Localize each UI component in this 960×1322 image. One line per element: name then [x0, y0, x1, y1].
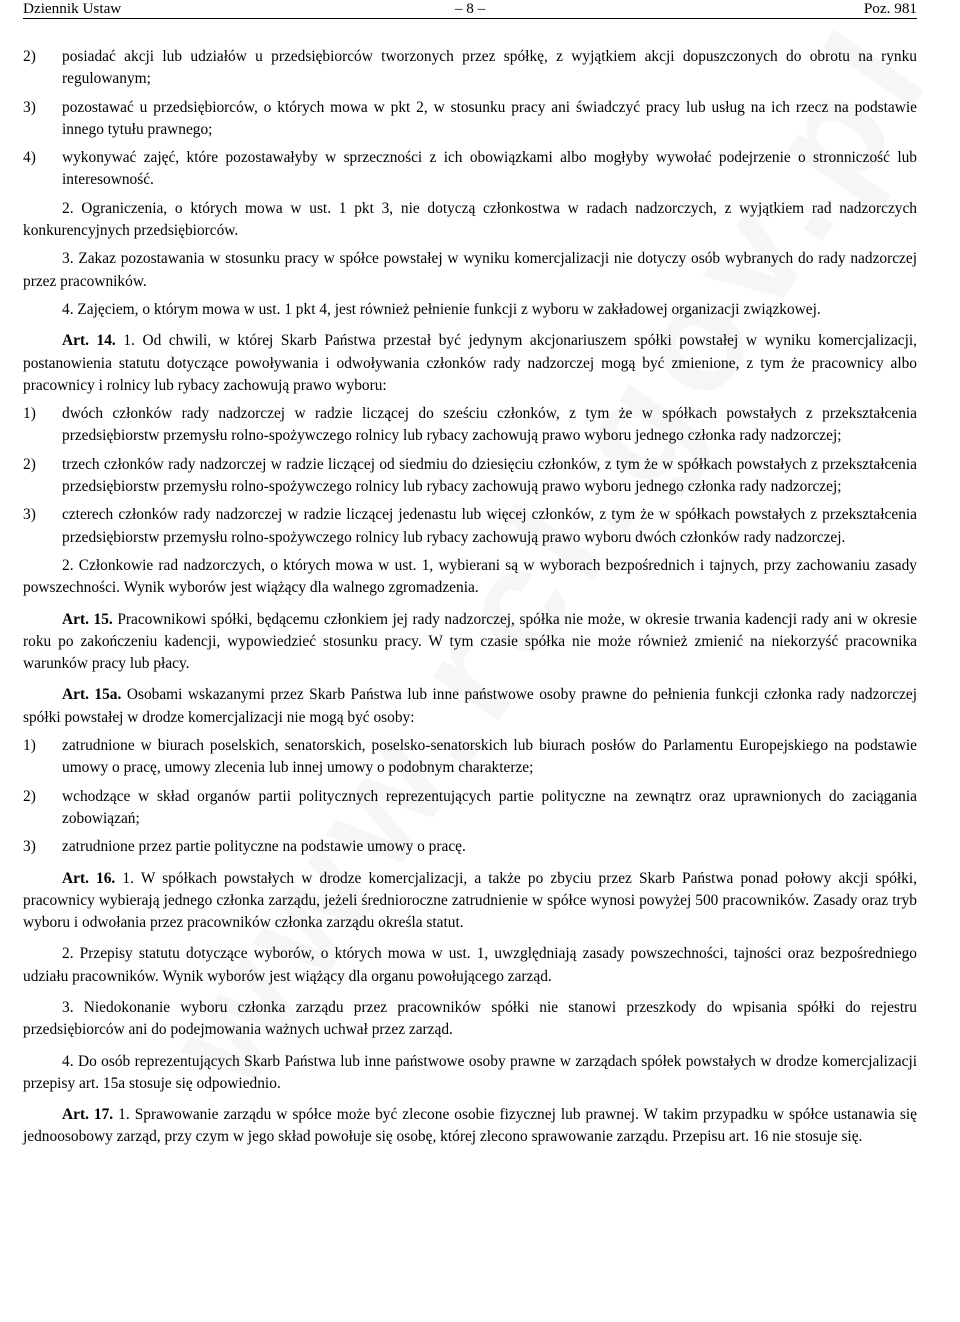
article-number: Art. 15a.: [62, 686, 122, 704]
article-text: 1. Od chwili, w której Skarb Państwa przestał być jedynym akcjonariuszem spółki powstałej w wyniku komercjalizacji, postanowienia statutu dotyczące powoływania i odwoływania członków rady nadzorczej mogą być zmienione, z tym że pracownicy albo pracownicy i rolnicy lub rybacy zachowują prawo wyboru:: [23, 332, 918, 394]
list-item-number: 3): [23, 506, 36, 524]
list-item-number: 1): [23, 737, 36, 755]
paragraph: 3. Zakaz pozostawania w stosunku pracy w spółce powstałej w wyniku komercjalizacji nie dotyczy osób wybranych do rady nadzorczej przez pracowników.: [23, 250, 917, 290]
article-paragraph: [23, 684, 917, 729]
document-body: [23, 46, 917, 1149]
list-item: [23, 147, 917, 192]
list-item-number: 4): [23, 149, 36, 167]
page-header: [23, 0, 917, 19]
list-item: [23, 46, 917, 91]
paragraph: 4. Zajęciem, o którym mowa w ust. 1 pkt 4, jest również pełnienie funkcji z wyboru w zakładowej organizacji związkowej.: [62, 300, 821, 318]
list-item-number: 2): [23, 787, 36, 805]
article-paragraph: [23, 1104, 917, 1149]
article-number: Art. 14.: [62, 332, 116, 350]
list-item: [23, 735, 917, 780]
list-item-text: wykonywać zajęć, które pozostawałyby w sprzeczności z ich obowiązkami albo mogłyby wywołać podejrzenie o stronniczość lub interesowność.: [62, 149, 917, 189]
article-text: 1. Sprawowanie zarządu w spółce może być zlecone osobie fizycznej lub prawnej. W takim przypadku w spółce ustanawia się jednoosobowy zarząd, przy czym w jego skład powołuje się osobę, której zlecono sprawowanie zarządu. Przepisu art. 16 nie stosuje się.: [23, 1106, 917, 1146]
list-item-number: 1): [23, 405, 36, 423]
list-item: [23, 403, 917, 448]
article-number: Art. 16.: [62, 869, 116, 887]
paragraph: 3. Niedokonanie wyboru członka zarządu przez pracowników spółki nie stanowi przeszkody do wpisania spółki do rejestru przedsiębiorców ani do podejmowania ważnych uchwał przez zarząd.: [23, 998, 917, 1039]
list-item-number: 2): [23, 48, 36, 65]
list-item-text: pozostawać u przedsiębiorców, o których mowa w pkt 2, w stosunku pracy ani świadczyć pracy lub usług na ich rzecz na podstawie innego tytułu prawnego;: [62, 98, 917, 138]
article-paragraph: [23, 609, 917, 676]
list-item: [23, 504, 917, 549]
list-item-text: dwóch członków rady nadzorczej w radzie liczącej do sześciu członków, z tym że w spółkach powstałych z przekształcenia przedsiębiorstw przemysłu rolno-spożywczego rolnicy lub rybacy zachowują prawo wyboru jednego członka rady nadzorczej;: [62, 405, 917, 445]
paragraph: 2. Przepisy statutu dotyczące wyborów, o których mowa w ust. 1, uwzględniają zasady powszechności, tajności oraz bezpośredniego udziału pracowników. Wynik wyborów jest wiążący dla organu powołującego zarząd.: [23, 945, 917, 985]
list-item: [23, 836, 917, 858]
list-item-text: posiadać akcji lub udziałów u przedsiębiorców tworzonych przez spółkę, z wyjątkiem akcji dopuszczonych do obrotu na rynku regulowanym;: [62, 48, 917, 88]
paragraph: 2. Członkowie rad nadzorczych, o których mowa w ust. 1, wybierani są w wyborach bezpośrednich i tajnych, przy zachowaniu zasady powszechności. Wynik wyborów jest wiążący dla walnego zgromadzenia.: [23, 556, 917, 597]
list-item-number: 3): [23, 838, 36, 856]
list-item-text: wchodzące w skład organów partii politycznych reprezentujących partie polityczne na zewnątrz oraz uprawnionych do zaciągania zobowiązań;: [62, 787, 917, 827]
article-text: Pracownikowi spółki, będącemu członkiem jej rady nadzorczej, spółka nie może, w okresie trwania kadencji rady ani w okresie roku po zakończeniu kadencji, wypowiedzieć stosunku pracy. W tym czasie spółka nie może również zmienić na niekorzyść pracownika warunków pracy lub płacy.: [23, 610, 917, 673]
list-item: [23, 786, 917, 831]
list-item-text: zatrudnione w biurach poselskich, senatorskich, poselsko-senatorskich lub biurach posłów do Parlamentu Europejskiego na podstawie umowy o pracę, umowy zlecenia lub innej umowy o podobnym charakterze;: [62, 737, 917, 777]
article-text: Osobami wskazanymi przez Skarb Państwa lub inne państwowe osoby prawne do pełnienia funkcji członka rady nadzorczej spółki powstałej w drodze komercjalizacji nie mogą być osoby:: [23, 686, 918, 726]
article-number: Art. 17.: [62, 1106, 114, 1124]
list-item-number: 3): [23, 98, 36, 116]
paragraph: 2. Ograniczenia, o których mowa w ust. 1 pkt 3, nie dotyczą członkostwa w radach nadzorczych, z wyjątkiem rad nadzorczych konkurencyjnych przedsiębiorców.: [23, 199, 917, 240]
list-item: [23, 454, 917, 499]
article-paragraph: [23, 330, 917, 397]
list-item-text: trzech członków rady nadzorczej w radzie liczącej od siedmiu do dziesięciu członków, z tym że w spółkach powstałych z przekształcenia przedsiębiorstw przemysłu rolno-spożywczego rolnicy lub rybacy zachowują prawo wyboru jednego członka rady nadzorczej;: [62, 455, 917, 496]
list-item-text: zatrudnione przez partie polityczne na podstawie umowy o pracę.: [62, 838, 466, 856]
article-text: 1. W spółkach powstałych w drodze komercjalizacji, a także po zbyciu przez Skarb Państwa ponad połowy akcji spółki, pracownicy wybierają jednego członka zarządu, jeżeli średnioroczne zatrudnienie w spółce wynosi powyżej 500 pracowników. Zasady oraz tryb wyboru i odwołania przez pracowników członka zarządu określa statut.: [23, 869, 917, 932]
list-item-text: czterech członków rady nadzorczej w radzie liczącej jedenastu lub więcej członków, z tym że w spółkach powstałych z przekształcenia przedsiębiorstw przemysłu rolno-spożywczego rolnicy lub rybacy zachowują prawo wyboru dwóch członków rady nadzorczej.: [62, 506, 917, 546]
article-paragraph: [23, 868, 917, 935]
paragraph: 4. Do osób reprezentujących Skarb Państwa lub inne państwowe osoby prawne w zarządach spółek powstałych w drodze komercjalizacji przepisy art. 15a stosuje się odpowiednio.: [23, 1052, 917, 1092]
position-number: Poz. 981: [863, 0, 917, 17]
page-number: – 8 –: [454, 0, 486, 17]
list-item: [23, 97, 917, 142]
journal-title: Dziennik Ustaw: [23, 0, 122, 17]
list-item-number: 2): [23, 455, 36, 473]
article-number: Art. 15.: [62, 610, 113, 628]
